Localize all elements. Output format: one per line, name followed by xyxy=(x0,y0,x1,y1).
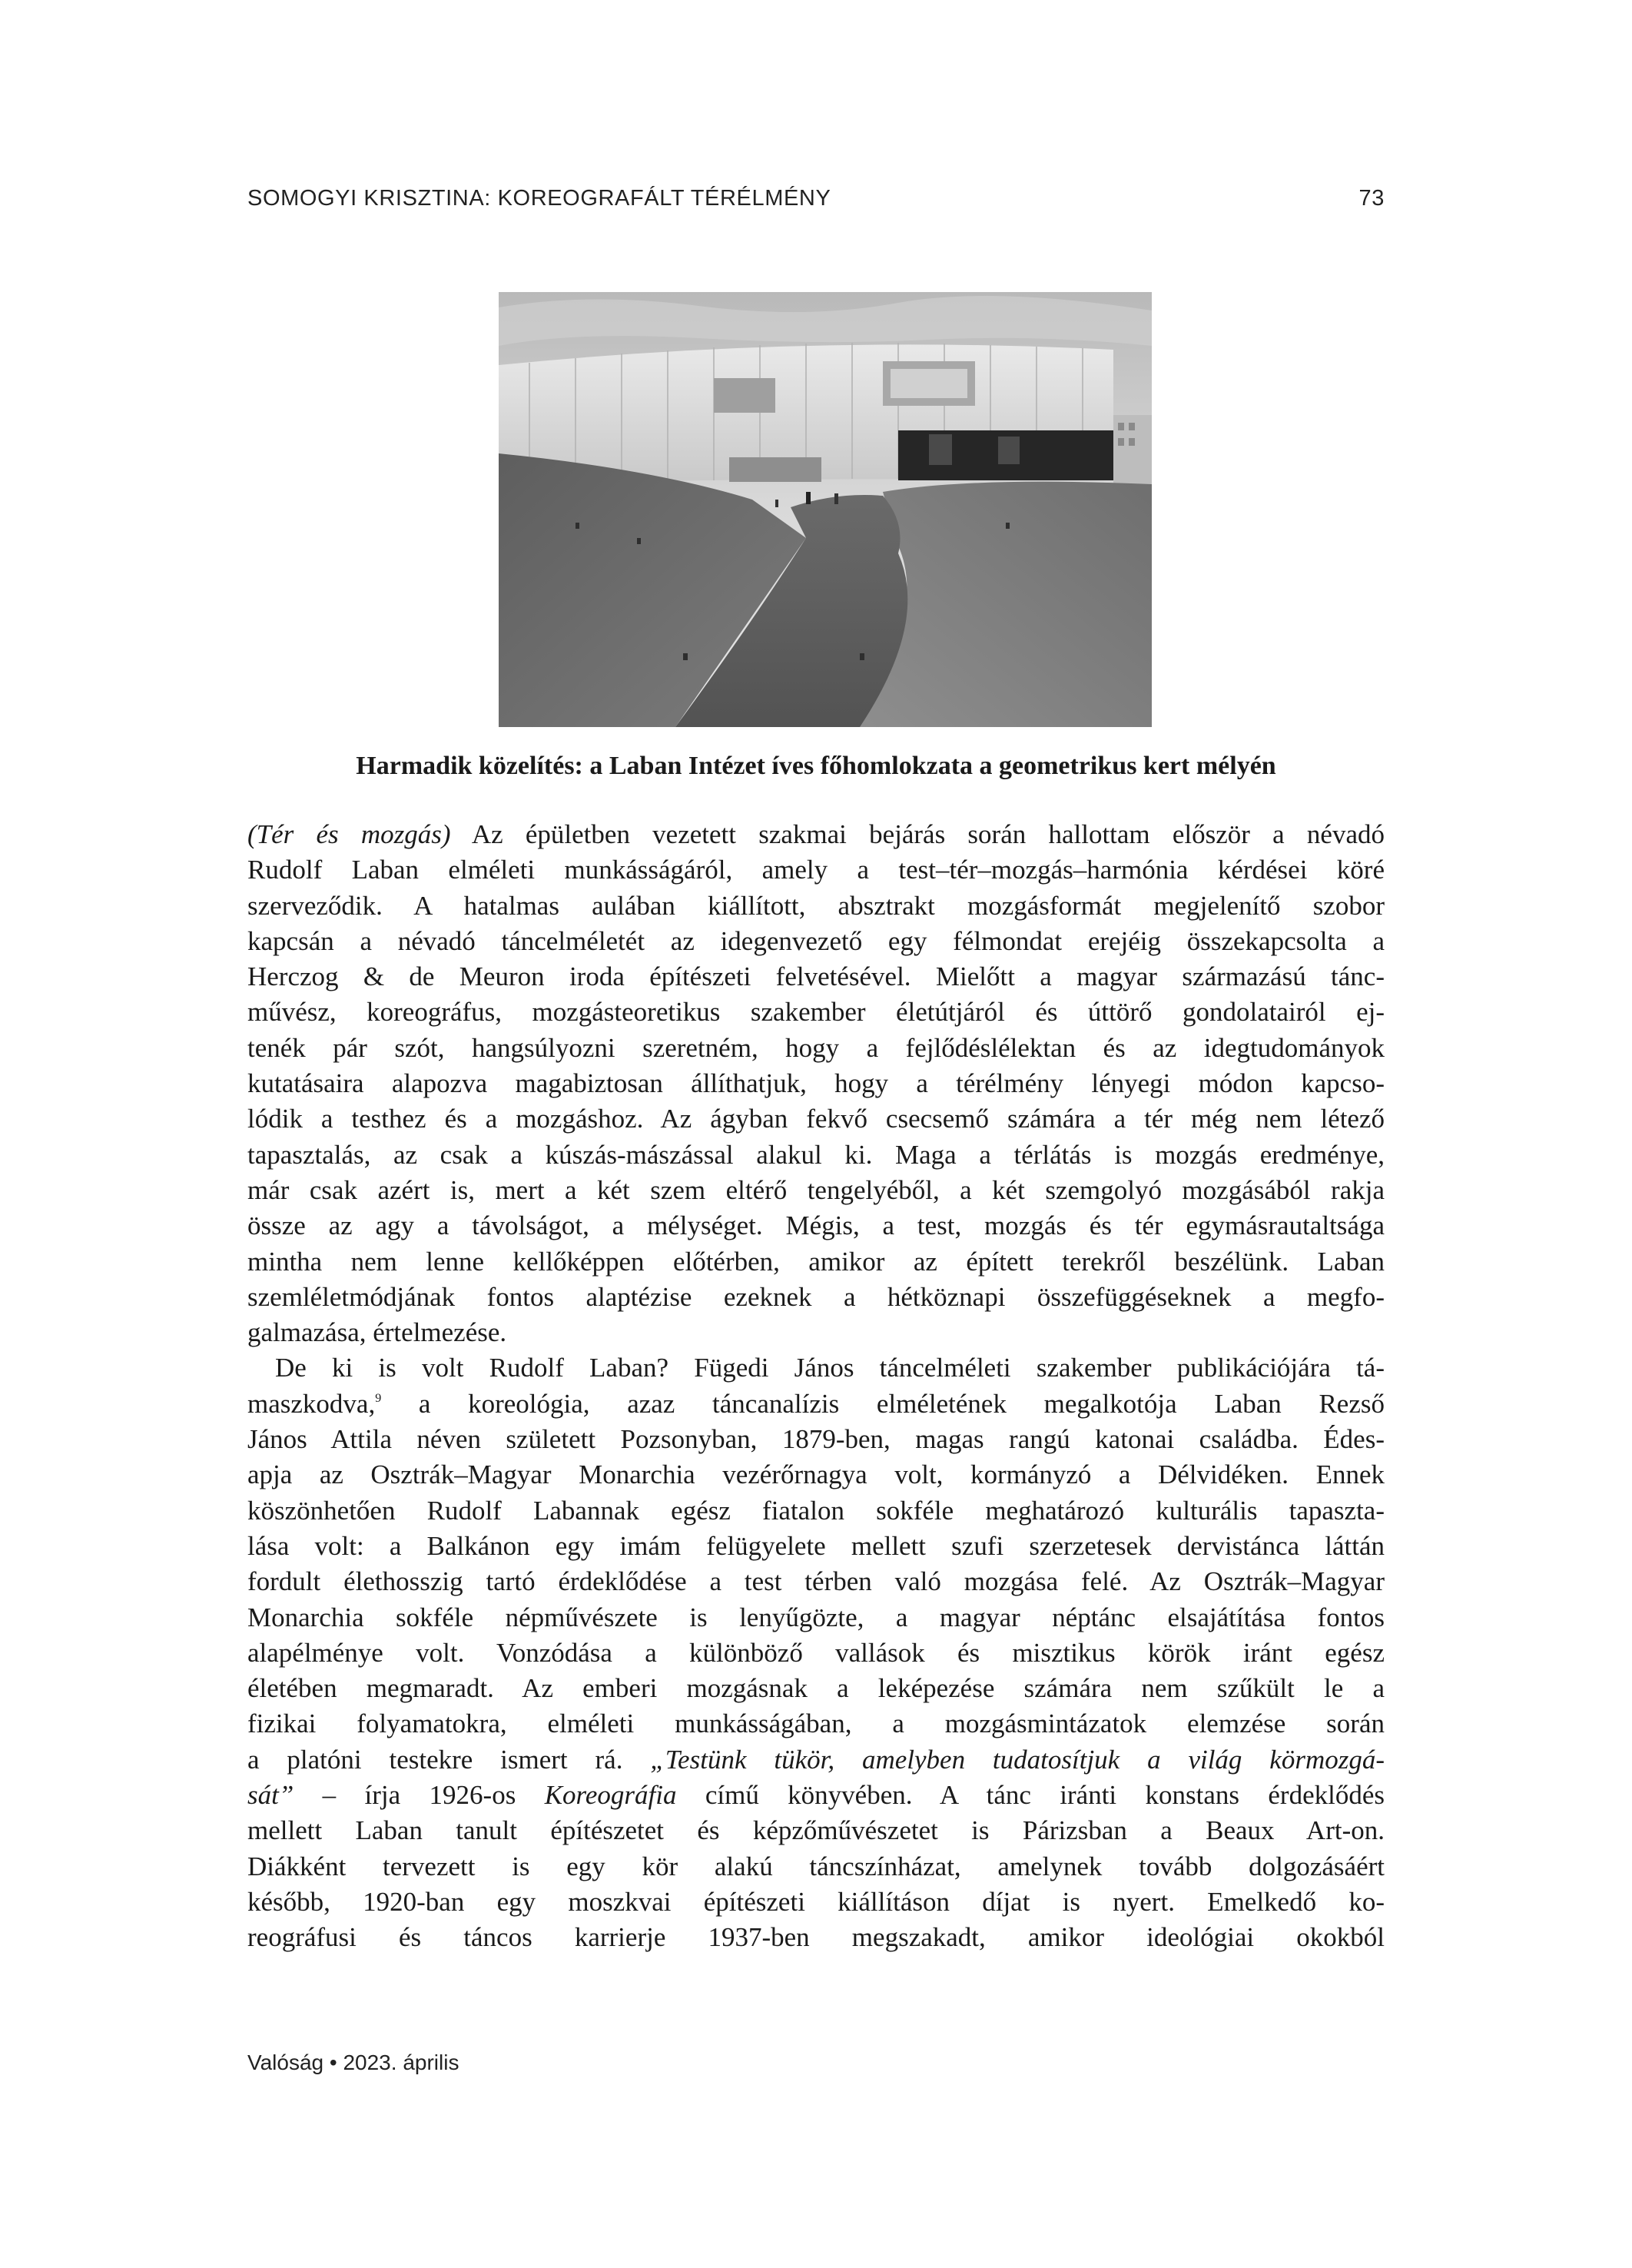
text-span: című könyvében. A tánc iránti konstans érdeklődés xyxy=(676,1780,1385,1811)
figure-photo-laban-institute xyxy=(499,292,1152,727)
text-line: köszönhetően Rudolf Labannak egész fiatalon sokféle meghatározó kulturális tapaszta- xyxy=(247,1495,1385,1526)
text-line: már csak azért is, mert a két szem eltérő tengelyéből, a két szemgolyó mozgásából rakja xyxy=(247,1174,1385,1205)
quotation: „Testünk tükör, amelyben tudatosítjuk a világ körmozgá- xyxy=(650,1744,1385,1775)
text-line: szerveződik. A hatalmas aulában kiállított, absztrakt mozgásformát megjelenítő szobor xyxy=(247,890,1385,921)
figure-caption: Harmadik közelítés: a Laban Intézet íves főhomlokzata a geometrikus kert mélyén xyxy=(356,752,1276,780)
text-line: kutatásaira alapozva magabiztosan állíthatjuk, hogy a térélmény lényegi módon kapcso- xyxy=(247,1068,1385,1099)
text-span: – írja 1926-os xyxy=(294,1780,545,1811)
text-line: lódik a testhez és a mozgáshoz. Az ágyban fekvő csecsemő számára a tér még nem létező xyxy=(247,1104,1385,1134)
text-line xyxy=(247,817,1385,852)
text-line: János Attila néven született Pozsonyban, 1879-ben, magas rangú katonai családba. Édes- xyxy=(247,1424,1385,1455)
text-line: galmazása, értelmezése. xyxy=(247,1317,507,1348)
text-line: művész, koreográfus, mozgásteoretikus szakember életútjáról és úttörő gondolatairól ej- xyxy=(247,997,1385,1028)
text-line: össze az agy a távolságot, a mélységet. Mégis, a test, mozgás és tér egymásrautaltsága xyxy=(247,1210,1385,1241)
text-line: lása volt: a Balkánon egy imám felügyelete mellett szufi szerzetesek dervistánca láttán xyxy=(247,1530,1385,1561)
text-line: Rudolf Laban elméleti munkásságáról, amely a test–tér–mozgás–harmónia kérdései köré xyxy=(247,855,1385,885)
text-line: Diákként tervezett is egy kör alakú táncszínházat, amelynek tovább dolgozásáért xyxy=(247,1851,1385,1881)
text-line xyxy=(247,1742,1385,1778)
text-line: mintha nem lenne kellőképpen előtérben, amikor az épített terekről beszélünk. Laban xyxy=(247,1246,1385,1277)
text-line: De ki is volt Rudolf Laban? Fügedi János táncelméleti szakember publikációjára tá- xyxy=(275,1353,1385,1383)
text-line: reográfusi és táncos karrierje 1937-ben megszakadt, amikor ideológiai okokból xyxy=(247,1922,1385,1953)
text-span: a koreológia, azaz táncanalízis elméletének megalkotója Laban Rezső xyxy=(381,1388,1385,1419)
running-head xyxy=(247,186,1385,211)
text-line xyxy=(247,1386,1385,1422)
text-span: Az épületben vezetett szakmai bejárás során hallottam először a névadó xyxy=(450,819,1385,849)
text-line xyxy=(247,1778,1385,1813)
text-line: tenék pár szót, hangsúlyozni szeretném, hogy a fejlődéslélektan és az idegtudományok xyxy=(247,1032,1385,1063)
book-title: Koreográfia xyxy=(544,1780,677,1811)
text-line: tapasztalás, az csak a kúszás-mászással alakul ki. Maga a térlátás is mozgás eredménye, xyxy=(247,1139,1385,1170)
text-line: szemléletmódjának fontos alaptézise ezeknek a hétköznapi összefüggéseknek a megfo- xyxy=(247,1281,1385,1312)
text-line: fordult élethosszig tartó érdeklődése a test térben való mozgása felé. Az Osztrák–Magyar xyxy=(247,1566,1385,1597)
text-span: a platóni testekre ismert rá. xyxy=(247,1744,651,1775)
text-line: Herczog & de Meuron iroda építészeti felvetésével. Mielőtt a magyar származású tánc- xyxy=(247,961,1385,992)
text-line: apja az Osztrák–Magyar Monarchia vezérőrnagya volt, kormányzó a Délvidéken. Ennek xyxy=(247,1459,1385,1490)
footnote-marker: 9 xyxy=(375,1391,382,1405)
running-title: SOMOGYI KRISZTINA: KOREOGRAFÁLT TÉRÉLMÉNY xyxy=(247,186,831,211)
page-number: 73 xyxy=(1358,186,1385,211)
article-body xyxy=(247,817,1385,1956)
section-label: (Tér és mozgás) xyxy=(247,819,451,849)
text-line: Monarchia sokféle népművészete is lenyűgözte, a magyar néptánc elsajátítása fontos xyxy=(247,1602,1385,1632)
text-line: életében megmaradt. Az emberi mozgásnak a leképezése számára nem szűkült le a xyxy=(247,1673,1385,1704)
text-line: kapcsán a névadó táncelméletét az idegenvezető egy félmondat erejéig összekapcsolta a xyxy=(247,925,1385,956)
text-span: maszkodva, xyxy=(247,1388,376,1419)
text-line: mellett Laban tanult építészetet és képzőművészetet is Párizsban a Beaux Art-on. xyxy=(247,1815,1385,1846)
text-line: fizikai folyamatokra, elméleti munkásságában, a mozgásmintázatok elemzése során xyxy=(247,1708,1385,1739)
quotation: sát” xyxy=(247,1780,294,1811)
text-line: alapélménye volt. Vonzódása a különböző vallások és misztikus körök iránt egész xyxy=(247,1637,1385,1668)
text-line: később, 1920-ban egy moszkvai építészeti kiállításon díjat is nyert. Emelkedő ko- xyxy=(247,1886,1385,1917)
page-footer: Valóság • 2023. április xyxy=(247,2050,459,2074)
